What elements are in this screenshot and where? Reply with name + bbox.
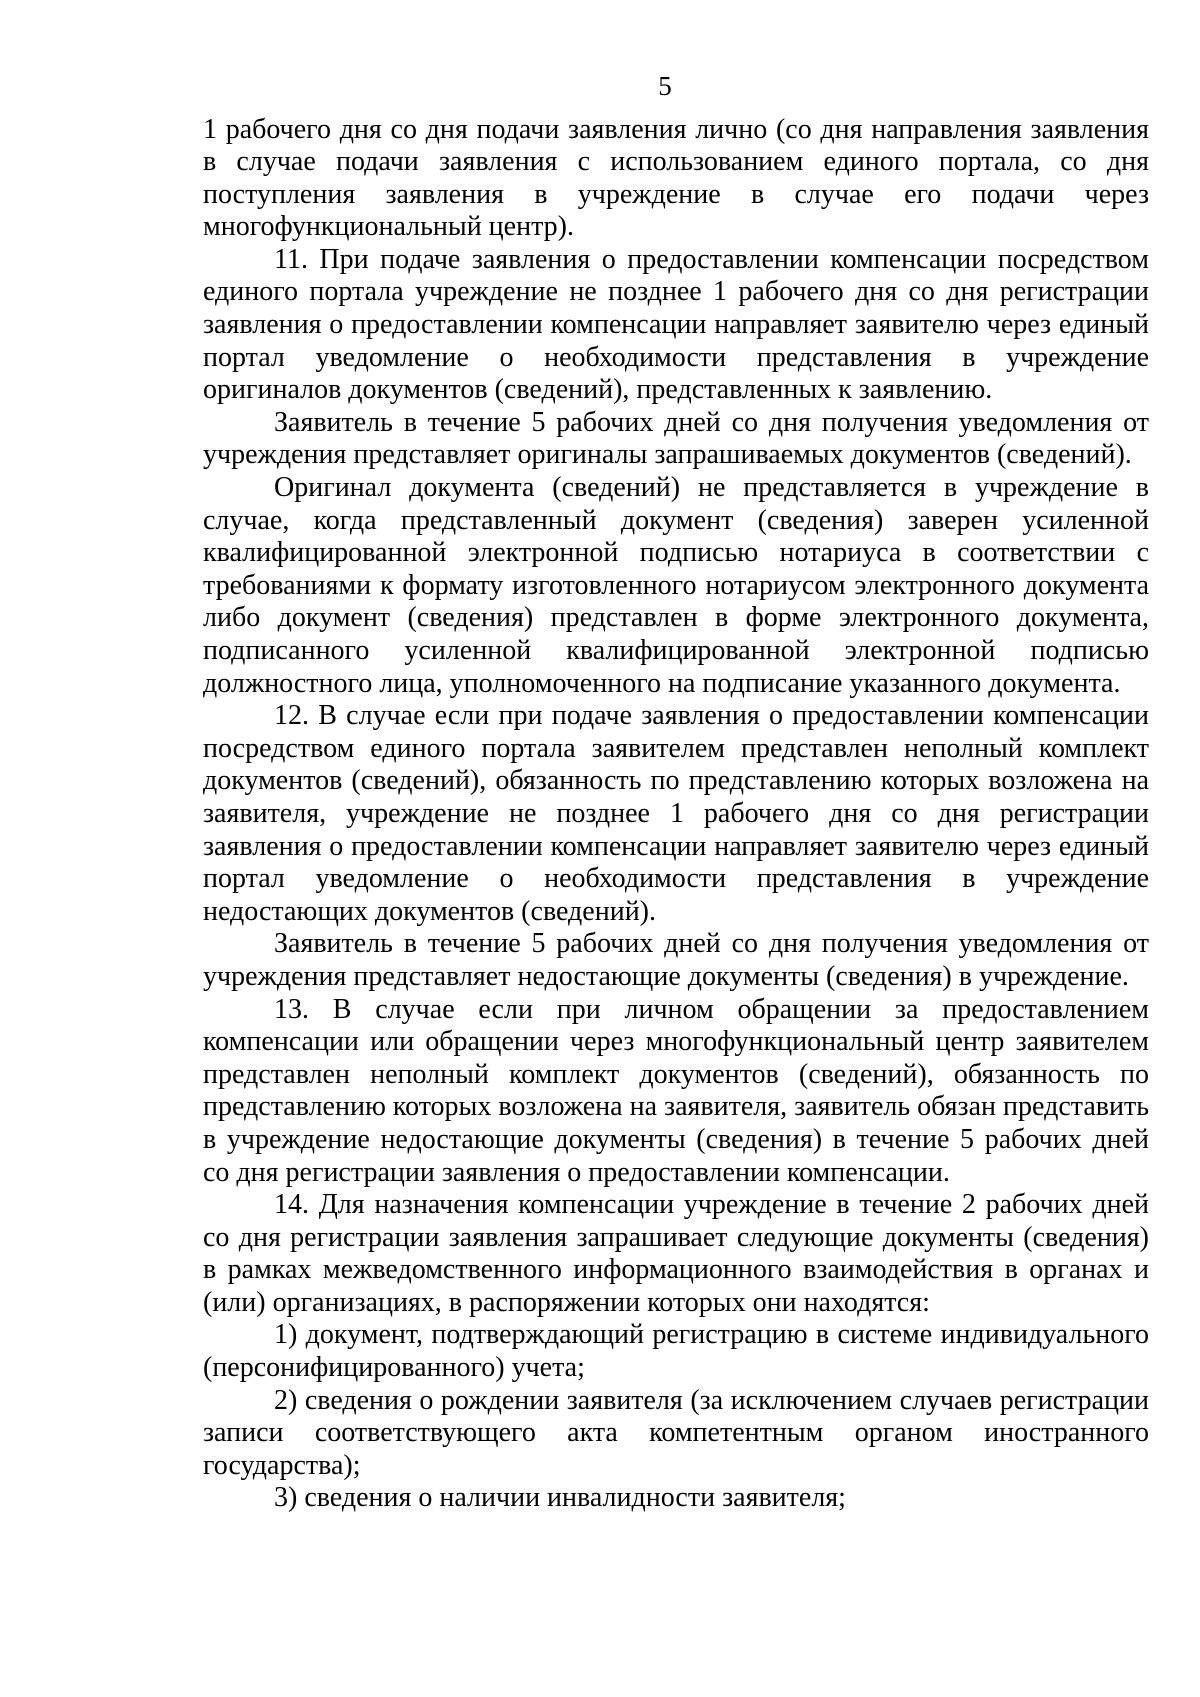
page-number: 5 [658,71,672,101]
paragraph-missing-docs-deadline: Заявитель в течение 5 рабочих дней со дня получения уведомления от учреждения представляет недостающие документы (сведения) в учреждение. [203,928,1149,992]
paragraph-item-14: 14. Для назначения компенсации учреждение в течение 2 рабочих дней со дня регистрации заявления запрашивает следующие документы (сведения) в рамках межведомственного информационного взаимодействия в органах и (или) организациях, в распоряжении которых они находятся: [203,1189,1149,1318]
list-item-2: 2) сведения о рождении заявителя (за исключением случаев регистрации записи соответствующего акта компетентным органом иностранного государства); [203,1384,1149,1481]
list-item-1: 1) документ, подтверждающий регистрацию в системе индивидуального (персонифицированного) учета; [203,1319,1149,1384]
paragraph-originals-deadline: Заявитель в течение 5 рабочих дней со дня получения уведомления от учреждения представляет оригиналы запрашиваемых документов (сведений). [203,406,1149,471]
paragraph-continuation: 1 рабочего дня со дня подачи заявления лично (со дня направления заявления в случае подачи заявления с использованием единого портала, со дня поступления заявления в учреждение в случае его подачи через многофункциональный центр). [203,113,1149,243]
document-body [203,114,1149,1516]
paragraph-item-13: 13. В случае если при личном обращении за предоставлением компенсации или обращении через многофункциональный центр заявителем представлен неполный комплект документов (сведений), обязанность по представлению которых возложена на заявителя, заявитель обязан представить в учреждение недостающие документы (сведения) в течение 5 рабочих дней со дня регистрации заявления о предоставлении компенсации. [203,993,1149,1188]
paragraph-item-12: 12. В случае если при подаче заявления о предоставлении компенсации посредством единого портала заявителем представлен неполный комплект документов (сведений), обязанность по представлению которых возложена на заявителя, учреждение не позднее 1 рабочего дня со дня регистрации заявления о предоставлении компенсации направляет заявителю через единый портал уведомление о необходимости представления в учреждение недостающих документов (сведений). [203,700,1149,927]
paragraph-original-exemption: Оригинал документа (сведений) не представляется в учреждение в случае, когда представленный документ (сведения) заверен усиленной квалифицированной электронной подписью нотариуса в соответствии с требованиями к формату изготовленного нотариусом электронного документа либо документ (сведения) представлен в форме электронного документа, подписанного усиленной квалифицированной электронной подписью должностного лица, уполномоченного на подписание указанного документа. [203,472,1149,699]
paragraph-item-11: 11. При подаче заявления о предоставлении компенсации посредством единого портала учреждение не позднее 1 рабочего дня со дня регистрации заявления о предоставлении компенсации направляет заявителю через единый портал уведомление о необходимости представления в учреждение оригиналов документов (сведений), представленных к заявлению. [203,243,1149,406]
list-item-3: 3) сведения о наличии инвалидности заявителя; [274,1482,846,1514]
